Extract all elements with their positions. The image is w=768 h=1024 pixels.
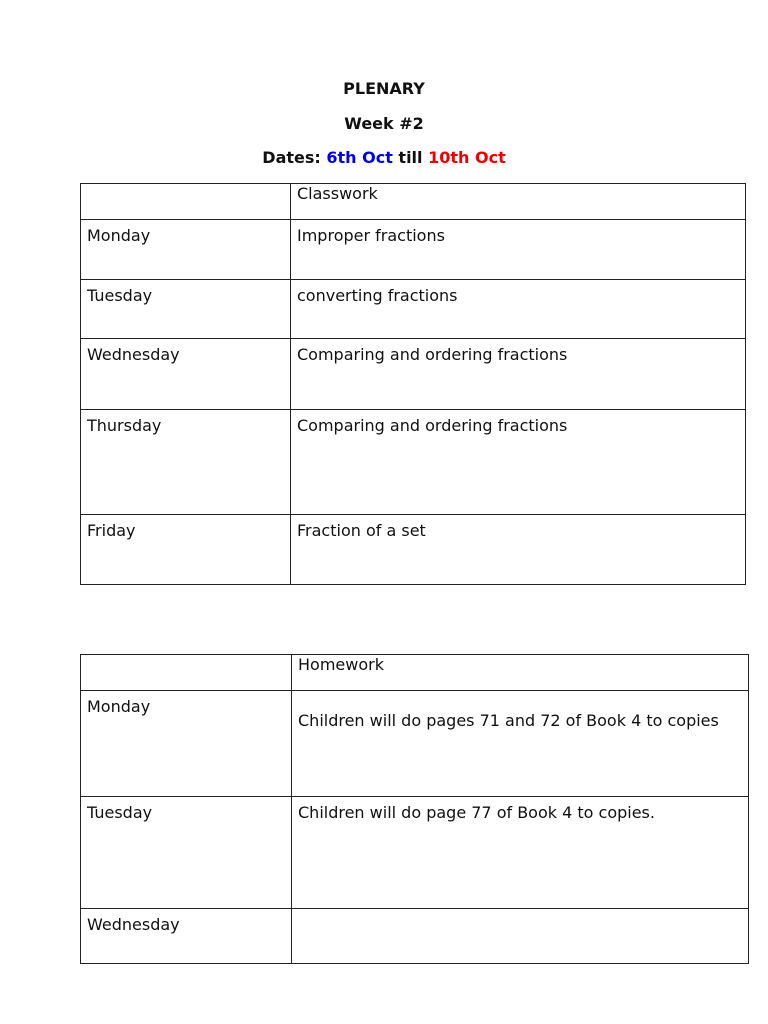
task-cell: converting fractions	[291, 280, 746, 339]
task-cell	[292, 691, 749, 797]
column-header-classwork: Classwork	[291, 184, 746, 220]
day-cell: Monday	[81, 220, 291, 280]
date-start: 6th Oct	[326, 148, 393, 167]
table-row	[81, 220, 746, 280]
task-cell: Comparing and ordering fractions	[291, 410, 746, 515]
blank-header-cell	[81, 184, 291, 220]
column-header-homework: Homework	[292, 655, 749, 691]
day-cell: Thursday	[81, 410, 291, 515]
table-row	[81, 797, 749, 909]
table-row	[81, 339, 746, 410]
task-cell: Improper fractions	[291, 220, 746, 280]
date-connector: till	[398, 148, 423, 167]
task-cell	[292, 909, 749, 964]
table-row	[81, 515, 746, 585]
week-label: Week #2	[344, 114, 424, 133]
table-header-row	[81, 655, 749, 691]
date-end: 10th Oct	[428, 148, 506, 167]
day-cell: Friday	[81, 515, 291, 585]
classwork-table	[80, 183, 746, 585]
task-cell: Comparing and ordering fractions	[291, 339, 746, 410]
day-cell: Tuesday	[81, 797, 292, 909]
day-cell: Wednesday	[81, 909, 292, 964]
table-row	[81, 909, 749, 964]
table-row	[81, 691, 749, 797]
day-cell: Monday	[81, 691, 292, 797]
blank-header-cell	[81, 655, 292, 691]
table-row	[81, 410, 746, 515]
table-header-row	[81, 184, 746, 220]
dates-line	[0, 148, 768, 168]
task-cell: Children will do page 77 of Book 4 to copies.	[292, 797, 749, 909]
homework-table	[80, 654, 749, 964]
page-title: PLENARY	[343, 79, 425, 98]
day-cell: Tuesday	[81, 280, 291, 339]
task-text: Children will do pages 71 and 72 of Book 4 to copies	[298, 711, 719, 730]
task-cell: Fraction of a set	[291, 515, 746, 585]
table-row	[81, 280, 746, 339]
dates-label: Dates:	[262, 148, 321, 167]
day-cell: Wednesday	[81, 339, 291, 410]
